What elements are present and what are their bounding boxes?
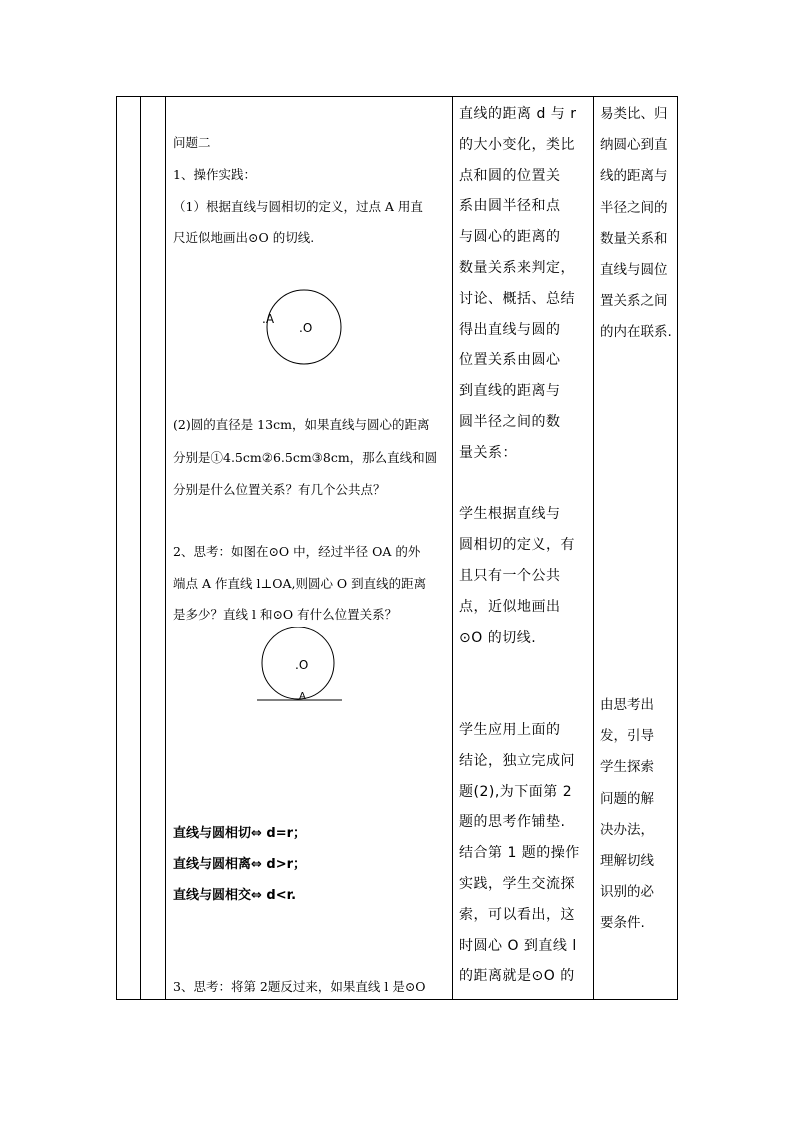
text-line: 点和圆的位置关	[459, 167, 561, 184]
text-line: 理解切线	[600, 852, 654, 869]
text-line: 时圆心 O 到直线 l	[459, 937, 577, 954]
column-divider	[165, 97, 166, 999]
rule-separate: 直线与圆相离⇔ d>r；	[173, 857, 307, 872]
text-line: 学生根据直线与	[459, 506, 561, 523]
text-line: 发，引导	[600, 728, 654, 745]
text-line: 结论，独立完成问	[459, 752, 575, 769]
text-line: 线的距离与	[600, 168, 668, 185]
activity-text	[459, 99, 580, 992]
rule-tangent: 直线与圆相切⇔ d=r；	[173, 826, 307, 841]
text-line: 与圆心的距离的	[459, 229, 561, 246]
question-2-text: 分别是什么位置关系？有几个公共点？	[173, 482, 386, 497]
text-line: 量关系：	[459, 444, 517, 461]
intent-text-bottom	[600, 690, 654, 940]
text-line: 学生应用上面的	[459, 721, 561, 738]
content-column	[167, 97, 452, 999]
text-line: 圆相切的定义，有	[459, 537, 575, 554]
question-2-text: 分别是①4.5cm②6.5cm③8cm，那么直线和圆	[173, 450, 438, 465]
text-line: 系由圆半径和点	[459, 198, 561, 215]
text-line: 实践，学生交流探	[459, 875, 575, 892]
text-line: 置关系之间	[600, 293, 668, 310]
student-activity-column	[453, 97, 593, 999]
rule-intersect: 直线与圆相交⇔ d<r.	[173, 888, 297, 903]
think-2-text: 端点 A 作直线 l⊥OA,则圆心 O 到直线的距离	[173, 576, 427, 591]
text-line: 的距离就是⊙O 的	[459, 968, 575, 985]
think-3-text: 3、思考：将第 2题反过来，如果直线 l 是⊙O	[173, 979, 426, 994]
text-line: 数量关系来判定，	[459, 259, 575, 276]
text-line: 决办法，	[600, 821, 654, 838]
text-line: 直线与圆位	[600, 261, 668, 278]
text-line: 且只有一个公共	[459, 567, 561, 584]
text-line: 问题的解	[600, 790, 654, 807]
think-2-text: 2、思考：如图在⊙O 中，经过半径 OA 的外	[173, 544, 421, 559]
text-line: 得出直线与圆的	[459, 321, 561, 338]
question-1-text: 尺近似地画出⊙O 的切线.	[173, 230, 315, 245]
step-1-title: 1、操作实践：	[173, 167, 256, 182]
text-line: 点，近似地画出	[459, 598, 561, 615]
text-line: 的大小变化，类比	[459, 136, 575, 153]
text-line: 题(2),为下面第 2	[459, 783, 573, 800]
column-divider	[140, 97, 141, 999]
design-intent-column	[594, 97, 678, 999]
text-line: 易类比、归	[600, 106, 668, 122]
text-line: 由思考出	[600, 697, 654, 713]
text-line	[459, 653, 580, 684]
text-line: ⊙O 的切线.	[459, 629, 537, 646]
text-line: 索，可以看出，这	[459, 906, 575, 923]
intent-text-top	[600, 99, 672, 349]
text-line: 圆半径之间的数	[459, 413, 561, 430]
circle-figure-2	[252, 627, 352, 707]
question-2-text: (2)圆的直径是 13cm，如果直线与圆心的距离	[173, 417, 430, 432]
text-line: 题的思考作铺垫.	[459, 814, 566, 831]
text-line: 结合第 1 题的操作	[459, 845, 580, 862]
lesson-table	[116, 96, 678, 1000]
circle-figure-1	[262, 287, 352, 367]
text-line: 纳圆心到直	[600, 137, 668, 154]
center-o-label: .O	[299, 321, 313, 335]
text-line: 要条件.	[600, 915, 645, 932]
text-line	[459, 684, 580, 715]
text-line: 到直线的距离与	[459, 383, 561, 400]
think-2-text: 是多少？直线 l 和⊙O 有什么位置关系？	[173, 607, 398, 622]
text-line: 的内在联系.	[600, 324, 672, 341]
text-line: 数量关系和	[600, 230, 668, 247]
text-line: 识别的必	[600, 884, 654, 901]
text-line: 学生探索	[600, 759, 654, 776]
section-heading: 问题二	[173, 135, 211, 150]
center-o-label: .O	[295, 658, 309, 672]
text-line: 直线的距离 d 与 r	[459, 106, 577, 122]
text-line: 位置关系由圆心	[459, 352, 561, 369]
question-1-text: （1）根据直线与圆相切的定义，过点 A 用直	[173, 199, 423, 214]
text-line	[459, 469, 580, 500]
text-line: 半径之间的	[600, 199, 668, 216]
point-a-label: A	[299, 691, 306, 702]
point-a-label: .A	[262, 312, 275, 326]
text-line: 讨论、概括、总结	[459, 290, 575, 307]
